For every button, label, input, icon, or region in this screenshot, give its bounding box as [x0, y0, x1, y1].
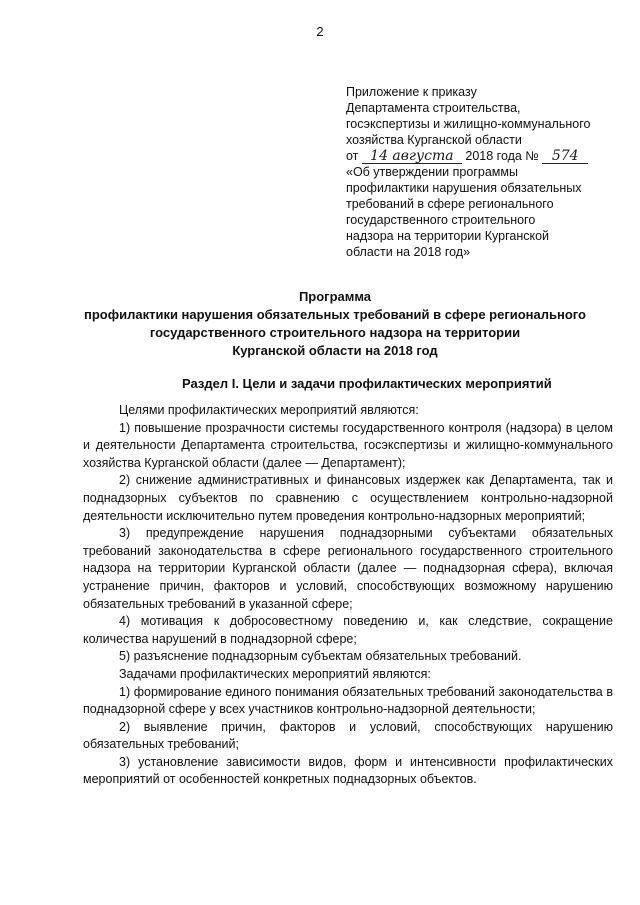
date-prefix: от [346, 149, 359, 163]
appendix-line: госэкспертизы и жилищно-коммунального [346, 117, 591, 131]
paragraph: 3) установление зависимости видов, форм и интенсивности профилактических мероприятий от особенностей конкретных поднадзорных объектов. [83, 754, 613, 787]
appendix-line: Департамента строительства, [346, 101, 521, 115]
paragraph: 3) предупреждение нарушения поднадзорными субъектами обязательных требований законодательства в сфере регионального государственного строительного надзора на территории Курганской области (далее — поднадзорная сфера), включая устранение причин, факторов и условий, способствующих возможному нарушению обязательных требований в указанной сфере; [83, 526, 613, 611]
appendix-subject-line: надзора на территории Курганской [346, 229, 550, 243]
appendix-subject-line: профилактики нарушения обязательных [346, 181, 582, 195]
handwritten-order-number: 574 [542, 149, 588, 164]
appendix-date-line [346, 148, 616, 164]
title-line: Программа [298, 289, 372, 304]
title-line: Курганской области на 2018 год [232, 343, 438, 358]
appendix-subject-line: «Об утверждении программы [346, 165, 518, 179]
paragraph: Задачами профилактических мероприятий являются: [119, 666, 431, 681]
title-line: государственного строительного надзора на территории [149, 325, 521, 340]
appendix-subject-line: требований в сфере регионального [346, 197, 554, 211]
paragraph: 4) мотивация к добросовестному поведению и, как следствие, сокращение количества нарушений в поднадзорной сфере; [83, 614, 613, 646]
appendix-line: хозяйства Курганской области [346, 133, 522, 147]
appendix-line: Приложение к приказу [346, 85, 477, 99]
paragraph: 2) выявление причин, факторов и условий, способствующих нарушению обязательных требований; [83, 719, 613, 752]
paragraph: Целями профилактических мероприятий являются: [119, 403, 419, 417]
paragraph: 2) снижение административных и финансовых издержек как Департамента, так и поднадзорных субъектов по сравнению с осуществлением контрольно-надзорной деятельности исключительно путем проведения контрольно-надзорных мероприятий; [83, 473, 613, 523]
appendix-subject-line: государственного строительного [346, 213, 536, 227]
body-text [83, 402, 613, 789]
handwritten-date: 14 августа [362, 149, 462, 164]
paragraph: 5) разъяснение поднадзорным субъектам обязательных требований. [119, 649, 522, 664]
appendix-subject-line: области на 2018 год» [346, 245, 471, 259]
year-number-label: 2018 года № [465, 149, 539, 163]
document-title [70, 288, 600, 360]
section-heading: Раздел I. Цели и задачи профилактических мероприятий [182, 376, 552, 391]
paragraph: 1) повышение прозрачности системы государственного контроля (надзора) в целом и деятельности Департамента строительства, госэкспертизы и жилищно-коммунального хозяйства Курганской области (далее — Департамент); [83, 420, 613, 470]
title-line: профилактики нарушения обязательных требований в сфере регионального [83, 307, 586, 322]
paragraph: 1) формирование единого понимания обязательных требований законодательства в поднадзорной сфере у всех участников контрольно-надзорной деятельности; [83, 684, 613, 717]
page-number: 2 [316, 24, 324, 39]
appendix-block [346, 84, 616, 260]
